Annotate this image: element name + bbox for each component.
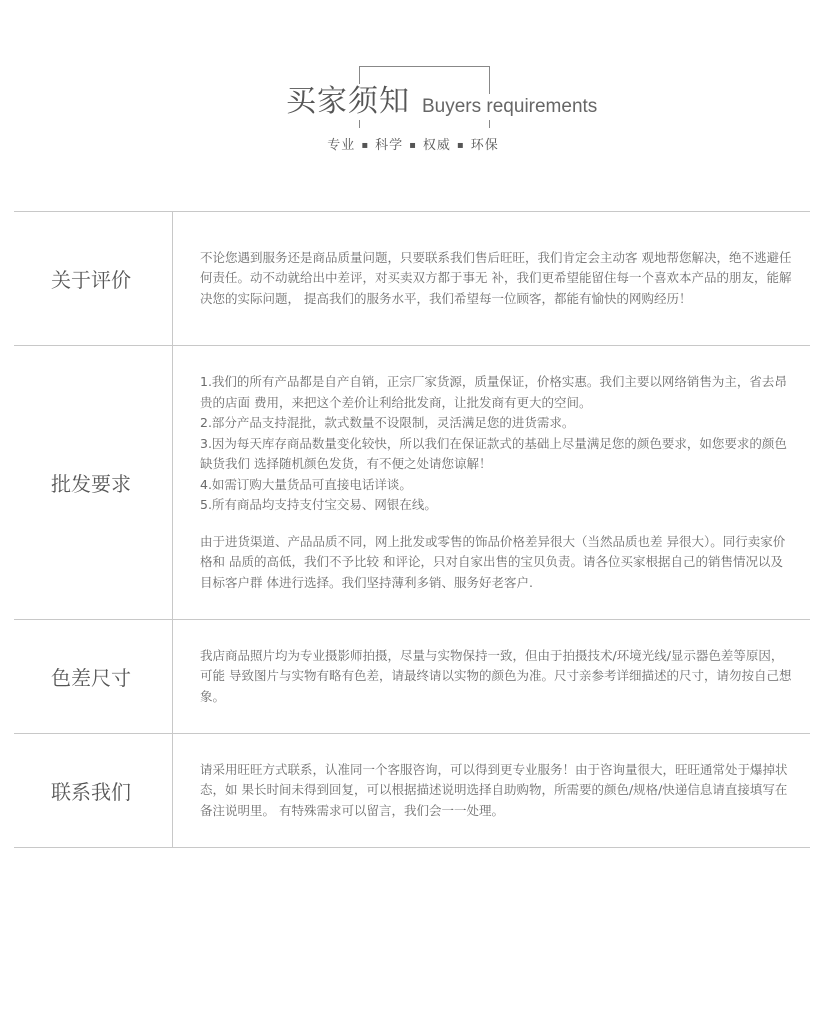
page-title: 买家须知: [286, 84, 410, 119]
section-body: [173, 734, 810, 847]
paragraph-gap: [200, 516, 792, 532]
section-paragraph: 我店商品照片均为专业摄影师拍摄，尽量与实物保持一致，但由于拍摄技术/环境光线/显示器色差等原因，可能 导致图片与实物有略有色差，请最终请以实物的颜色为准。尺寸亲参考详细描述的尺寸，请勿按自己想象。: [200, 647, 792, 704]
subtitle-item: 环保: [470, 138, 499, 153]
subtitle-item: 科学: [375, 138, 404, 153]
section-paragraph: 5.所有商品均支持支付宝交易、网银在线。: [200, 497, 437, 512]
separator-icon: ▪: [361, 140, 370, 151]
subtitle-item: 权威: [422, 138, 451, 153]
section-body: [173, 346, 810, 619]
section-contact: [14, 734, 810, 848]
section-body: [173, 620, 810, 733]
section-paragraph: 请采用旺旺方式联系，认准同一个客服咨询，可以得到更专业服务！由于咨询量很大，旺旺通常处于爆掉状态，如 果长时间未得到回复，可以根据描述说明选择自助购物，所需要的颜色/规格/快递信息请直接填写在备注说明里。 有特殊需求可以留言，我们会一一处理。: [200, 761, 788, 818]
section-review: [14, 212, 810, 346]
section-label: 关于评价: [14, 212, 173, 345]
separator-icon: ▪: [409, 140, 417, 151]
section-paragraph: 1.我们的所有产品都是自产自销，正宗厂家货源，质量保证，价格实惠。我们主要以网络销售为主，省去昂贵的店面 费用，来把这个差价让利给批发商，让批发商有更大的空间。: [200, 374, 787, 410]
section-color-size: [14, 620, 810, 734]
section-paragraph: 不论您遇到服务还是商品质量问题，只要联系我们售后旺旺，我们肯定会主动客 观地帮您解决，绝不逃避任何责任。动不动就给出中差评，对买卖双方都于事无 补，我们更希望能留住每一个喜欢本产品的朋友，能解决您的实际问题， 提高我们的服务水平，我们希望每一位顾客，都能有愉快的网购经历！: [200, 249, 792, 306]
section-label: 色差尺寸: [14, 620, 173, 733]
page-title-english: Buyers requirements: [420, 94, 599, 120]
section-body: [173, 212, 810, 345]
section-paragraph: 由于进货渠道、产品品质不同，网上批发或零售的饰品价格差异很大（当然品质也差 异很大）。同行卖家价格和 品质的高低，我们不予比较 和评论，只对自家出售的宝贝负责。请各位买家根据自己的销售情况以及目标客户群 体进行选择。我们坚持薄利多销、服务好老客户.: [200, 533, 786, 590]
section-label: 联系我们: [14, 734, 173, 847]
header: [0, 0, 826, 180]
subtitle-item: 专业: [327, 138, 356, 153]
subtitle: [0, 134, 826, 153]
section-wholesale: [14, 346, 810, 620]
requirements-table: [14, 211, 810, 848]
separator-icon: ▪: [456, 140, 465, 151]
section-paragraph: 4.如需订购大量货品可直接电话详谈。: [200, 476, 412, 492]
section-paragraph: 2.部分产品支持混批，款式数量不设限制，灵活满足您的进货需求。: [200, 415, 575, 430]
section-label: 批发要求: [14, 346, 173, 619]
section-paragraph: 3.因为每天库存商品数量变化较快，所以我们在保证款式的基础上尽量满足您的颜色要求，如您要求的颜色缺货我们 选择随机颜色发货，有不便之处请您谅解！: [200, 435, 787, 471]
